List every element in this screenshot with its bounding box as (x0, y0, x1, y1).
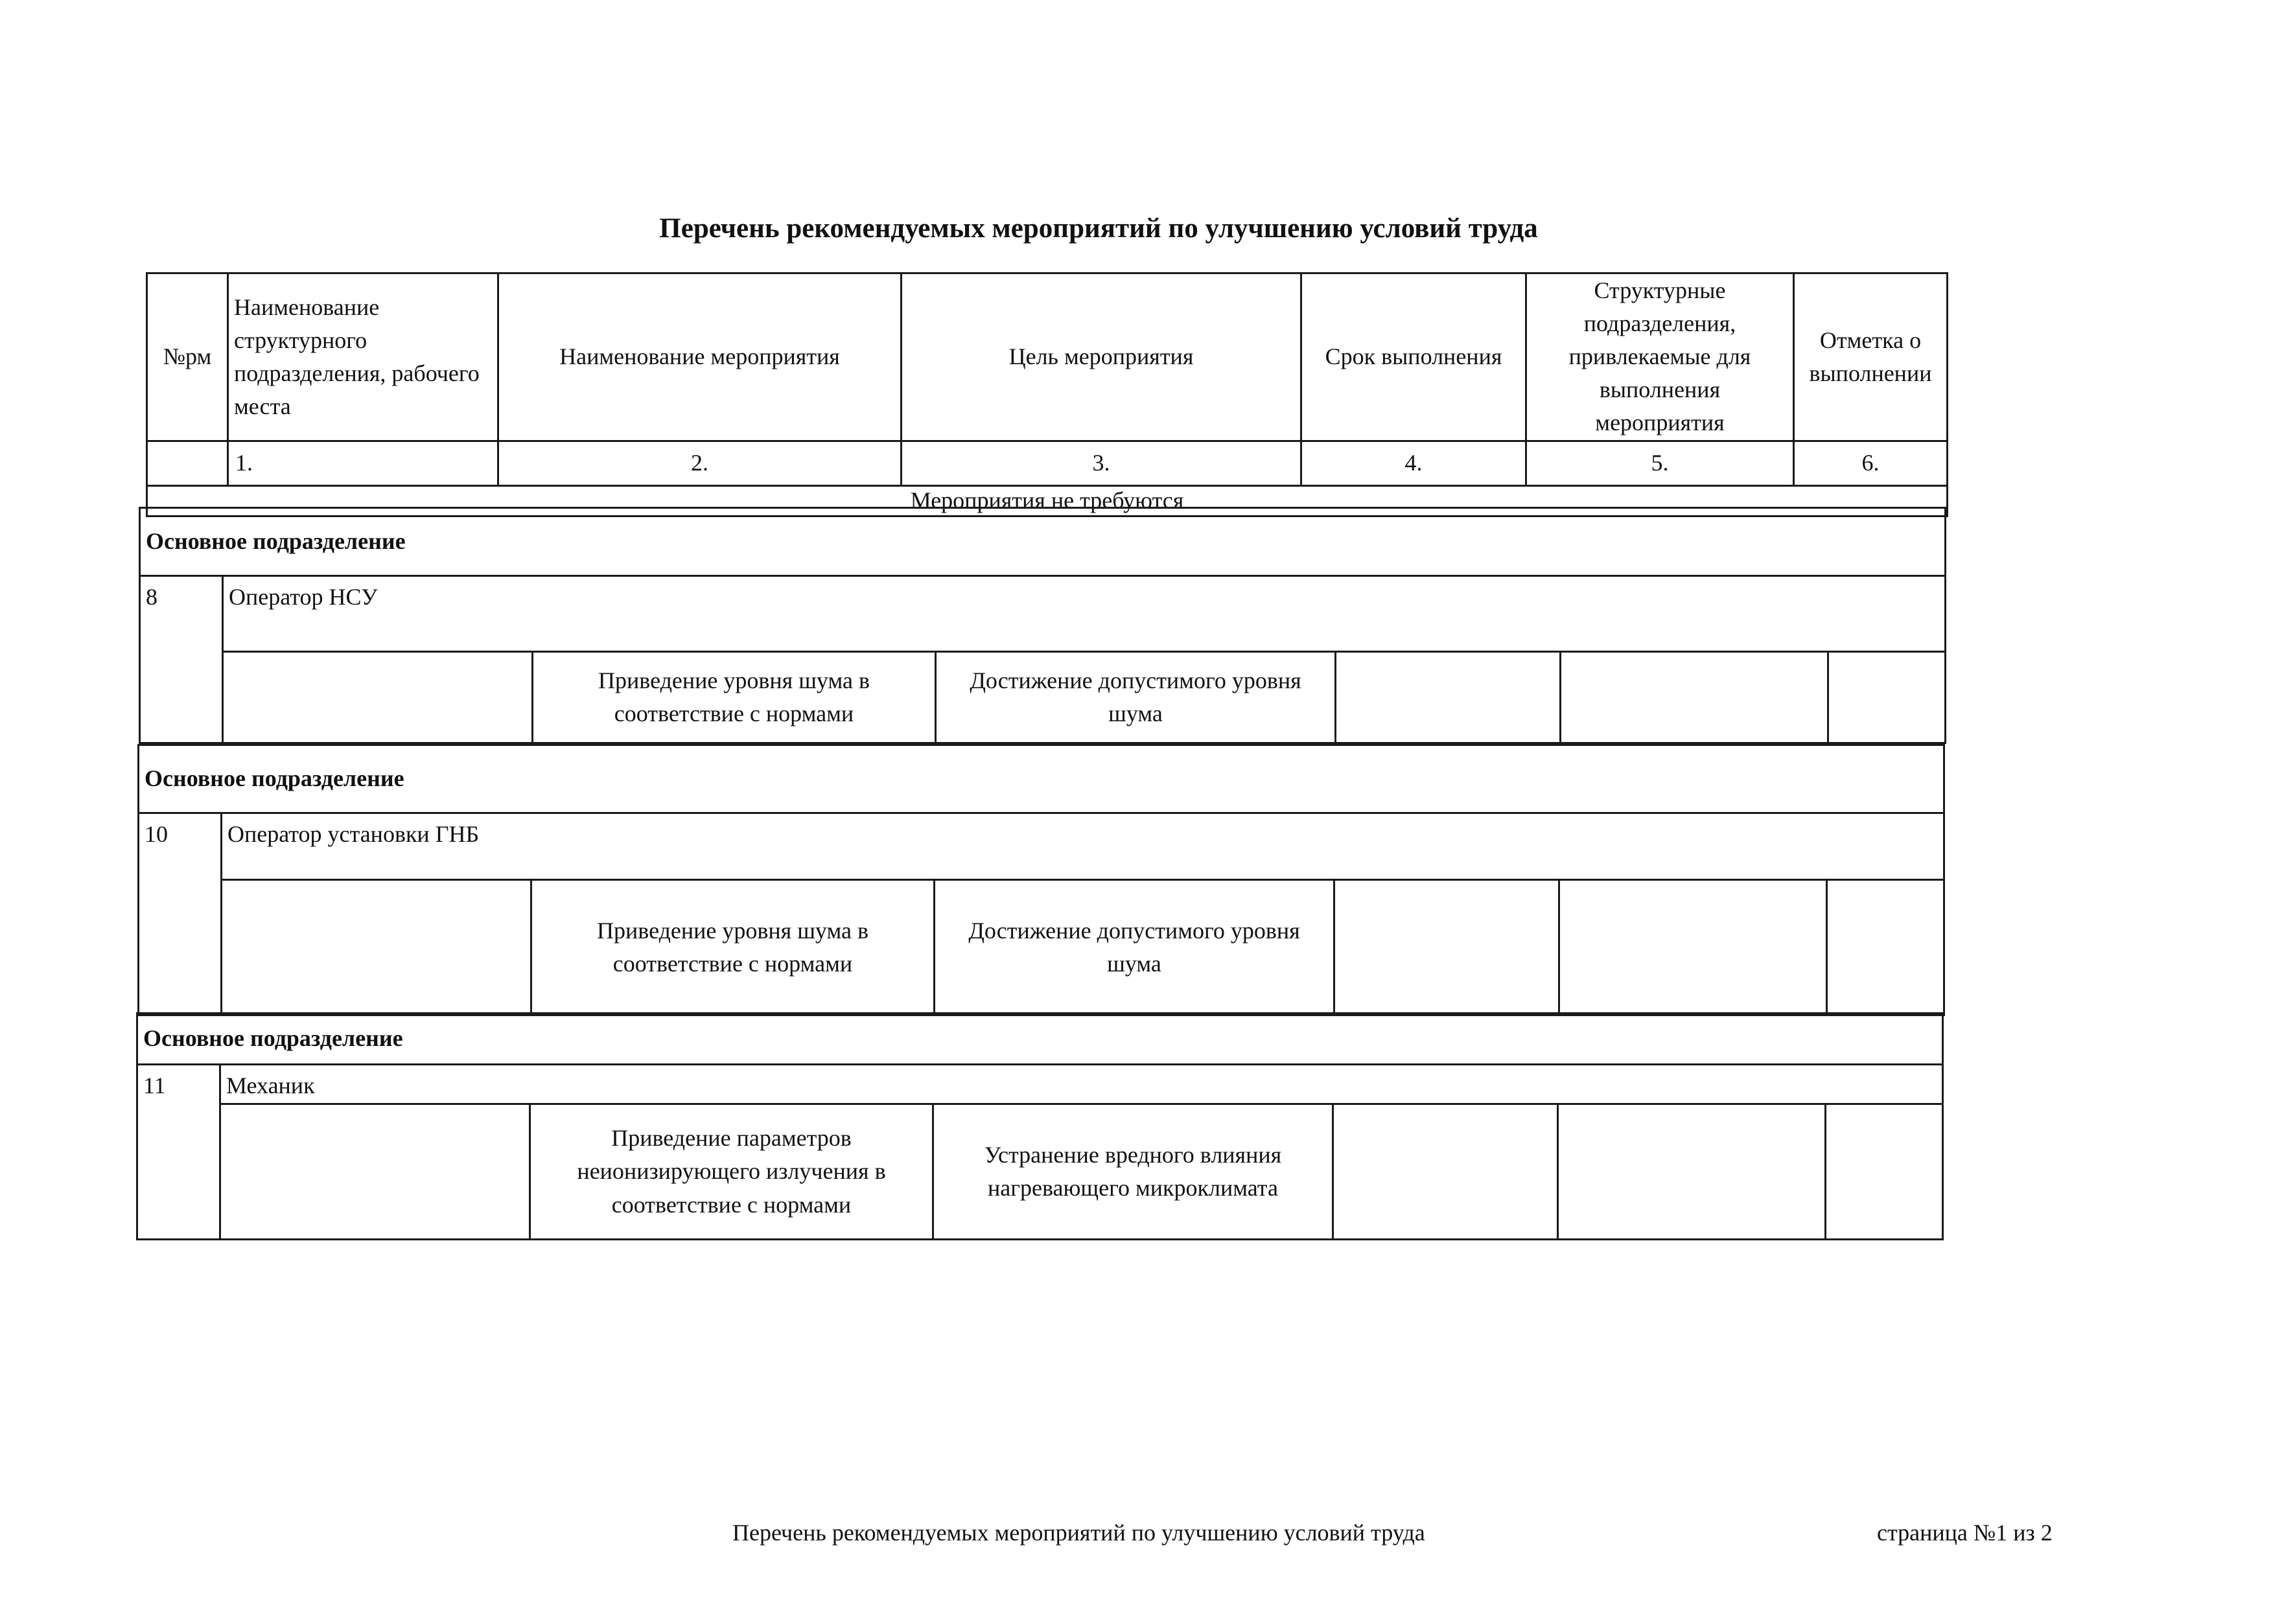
workplace-name: Оператор установки ГНБ (222, 813, 1944, 880)
measure-row (137, 1104, 1943, 1240)
header-completion-mark: Отметка о выполнении (1794, 273, 1948, 441)
section-title-row (140, 508, 1946, 576)
section-title: Основное подразделение (139, 745, 1944, 813)
measure-goal: Устранение вредного влияния нагревающего микроклимата (933, 1104, 1333, 1240)
column-number-row (147, 441, 1948, 485)
section-title-row (139, 745, 1944, 813)
section-title: Основное подразделение (140, 508, 1946, 576)
section-title: Основное подразделение (137, 1014, 1943, 1065)
footer-document-title: Перечень рекомендуемых мероприятий по улучшению условий труда (732, 1520, 1425, 1546)
workplace-number: 10 (139, 813, 222, 1015)
column-number-1: 1. (228, 441, 498, 485)
measure-spacer (220, 1104, 530, 1240)
section-title-row (137, 1014, 1943, 1065)
workplace-number: 11 (137, 1065, 220, 1240)
measure-goal: Достижение допустимого уровня шума (936, 652, 1336, 743)
workplace-row (139, 813, 1944, 880)
measure-name: Приведение уровня шума в соответствие с нормами (531, 880, 935, 1015)
measure-deadline (1334, 880, 1559, 1015)
measure-row (139, 880, 1944, 1015)
measure-name: Приведение уровня шума в соответствие с нормами (533, 652, 936, 743)
workplace-row (137, 1065, 1943, 1104)
workplace-row (140, 576, 1946, 652)
column-number-4: 4. (1301, 441, 1526, 485)
header-involved-departments: Структурные подразделения, привлекаемые для выполнения мероприятия (1526, 273, 1794, 441)
column-number-5: 5. (1526, 441, 1794, 485)
header-row (147, 273, 1948, 441)
section-table (139, 507, 1946, 744)
header-deadline: Срок выполнения (1301, 273, 1526, 441)
header-department-workplace: Наименование структурного подразделения, рабочего места (228, 273, 498, 441)
column-number-3: 3. (902, 441, 1301, 485)
measure-deadline (1333, 1104, 1558, 1240)
measure-deadline (1336, 652, 1561, 743)
workplace-number: 8 (140, 576, 223, 743)
no-measures-note: Мероприятия не требуются (147, 485, 1948, 516)
workplace-name: Оператор НСУ (223, 576, 1946, 652)
measure-completion-mark (1828, 652, 1946, 743)
measure-row (140, 652, 1946, 743)
measure-departments (1559, 880, 1827, 1015)
measure-departments (1558, 1104, 1826, 1240)
header-measure-name: Наименование мероприятия (498, 273, 902, 441)
section-table (136, 1012, 1944, 1240)
measure-name: Приведение параметров неионизирующего излучения в соответствие с нормами (530, 1104, 933, 1240)
document-title: Перечень рекомендуемых мероприятий по улучшению условий труда (659, 213, 1538, 244)
section-table (137, 744, 1945, 1016)
column-number-0 (147, 441, 228, 485)
measure-spacer (222, 880, 531, 1015)
column-number-6: 6. (1794, 441, 1948, 485)
measures-table-header (146, 272, 1948, 517)
header-workplace-number: №рм (147, 273, 228, 441)
header-measure-goal: Цель мероприятия (902, 273, 1301, 441)
measure-goal: Достижение допустимого уровня шума (935, 880, 1334, 1015)
column-number-2: 2. (498, 441, 902, 485)
measure-departments (1561, 652, 1828, 743)
page-number: страница №1 из 2 (1877, 1520, 2053, 1546)
workplace-name: Механик (220, 1065, 1943, 1104)
measure-completion-mark (1827, 880, 1944, 1015)
measure-completion-mark (1826, 1104, 1943, 1240)
measure-spacer (223, 652, 533, 743)
